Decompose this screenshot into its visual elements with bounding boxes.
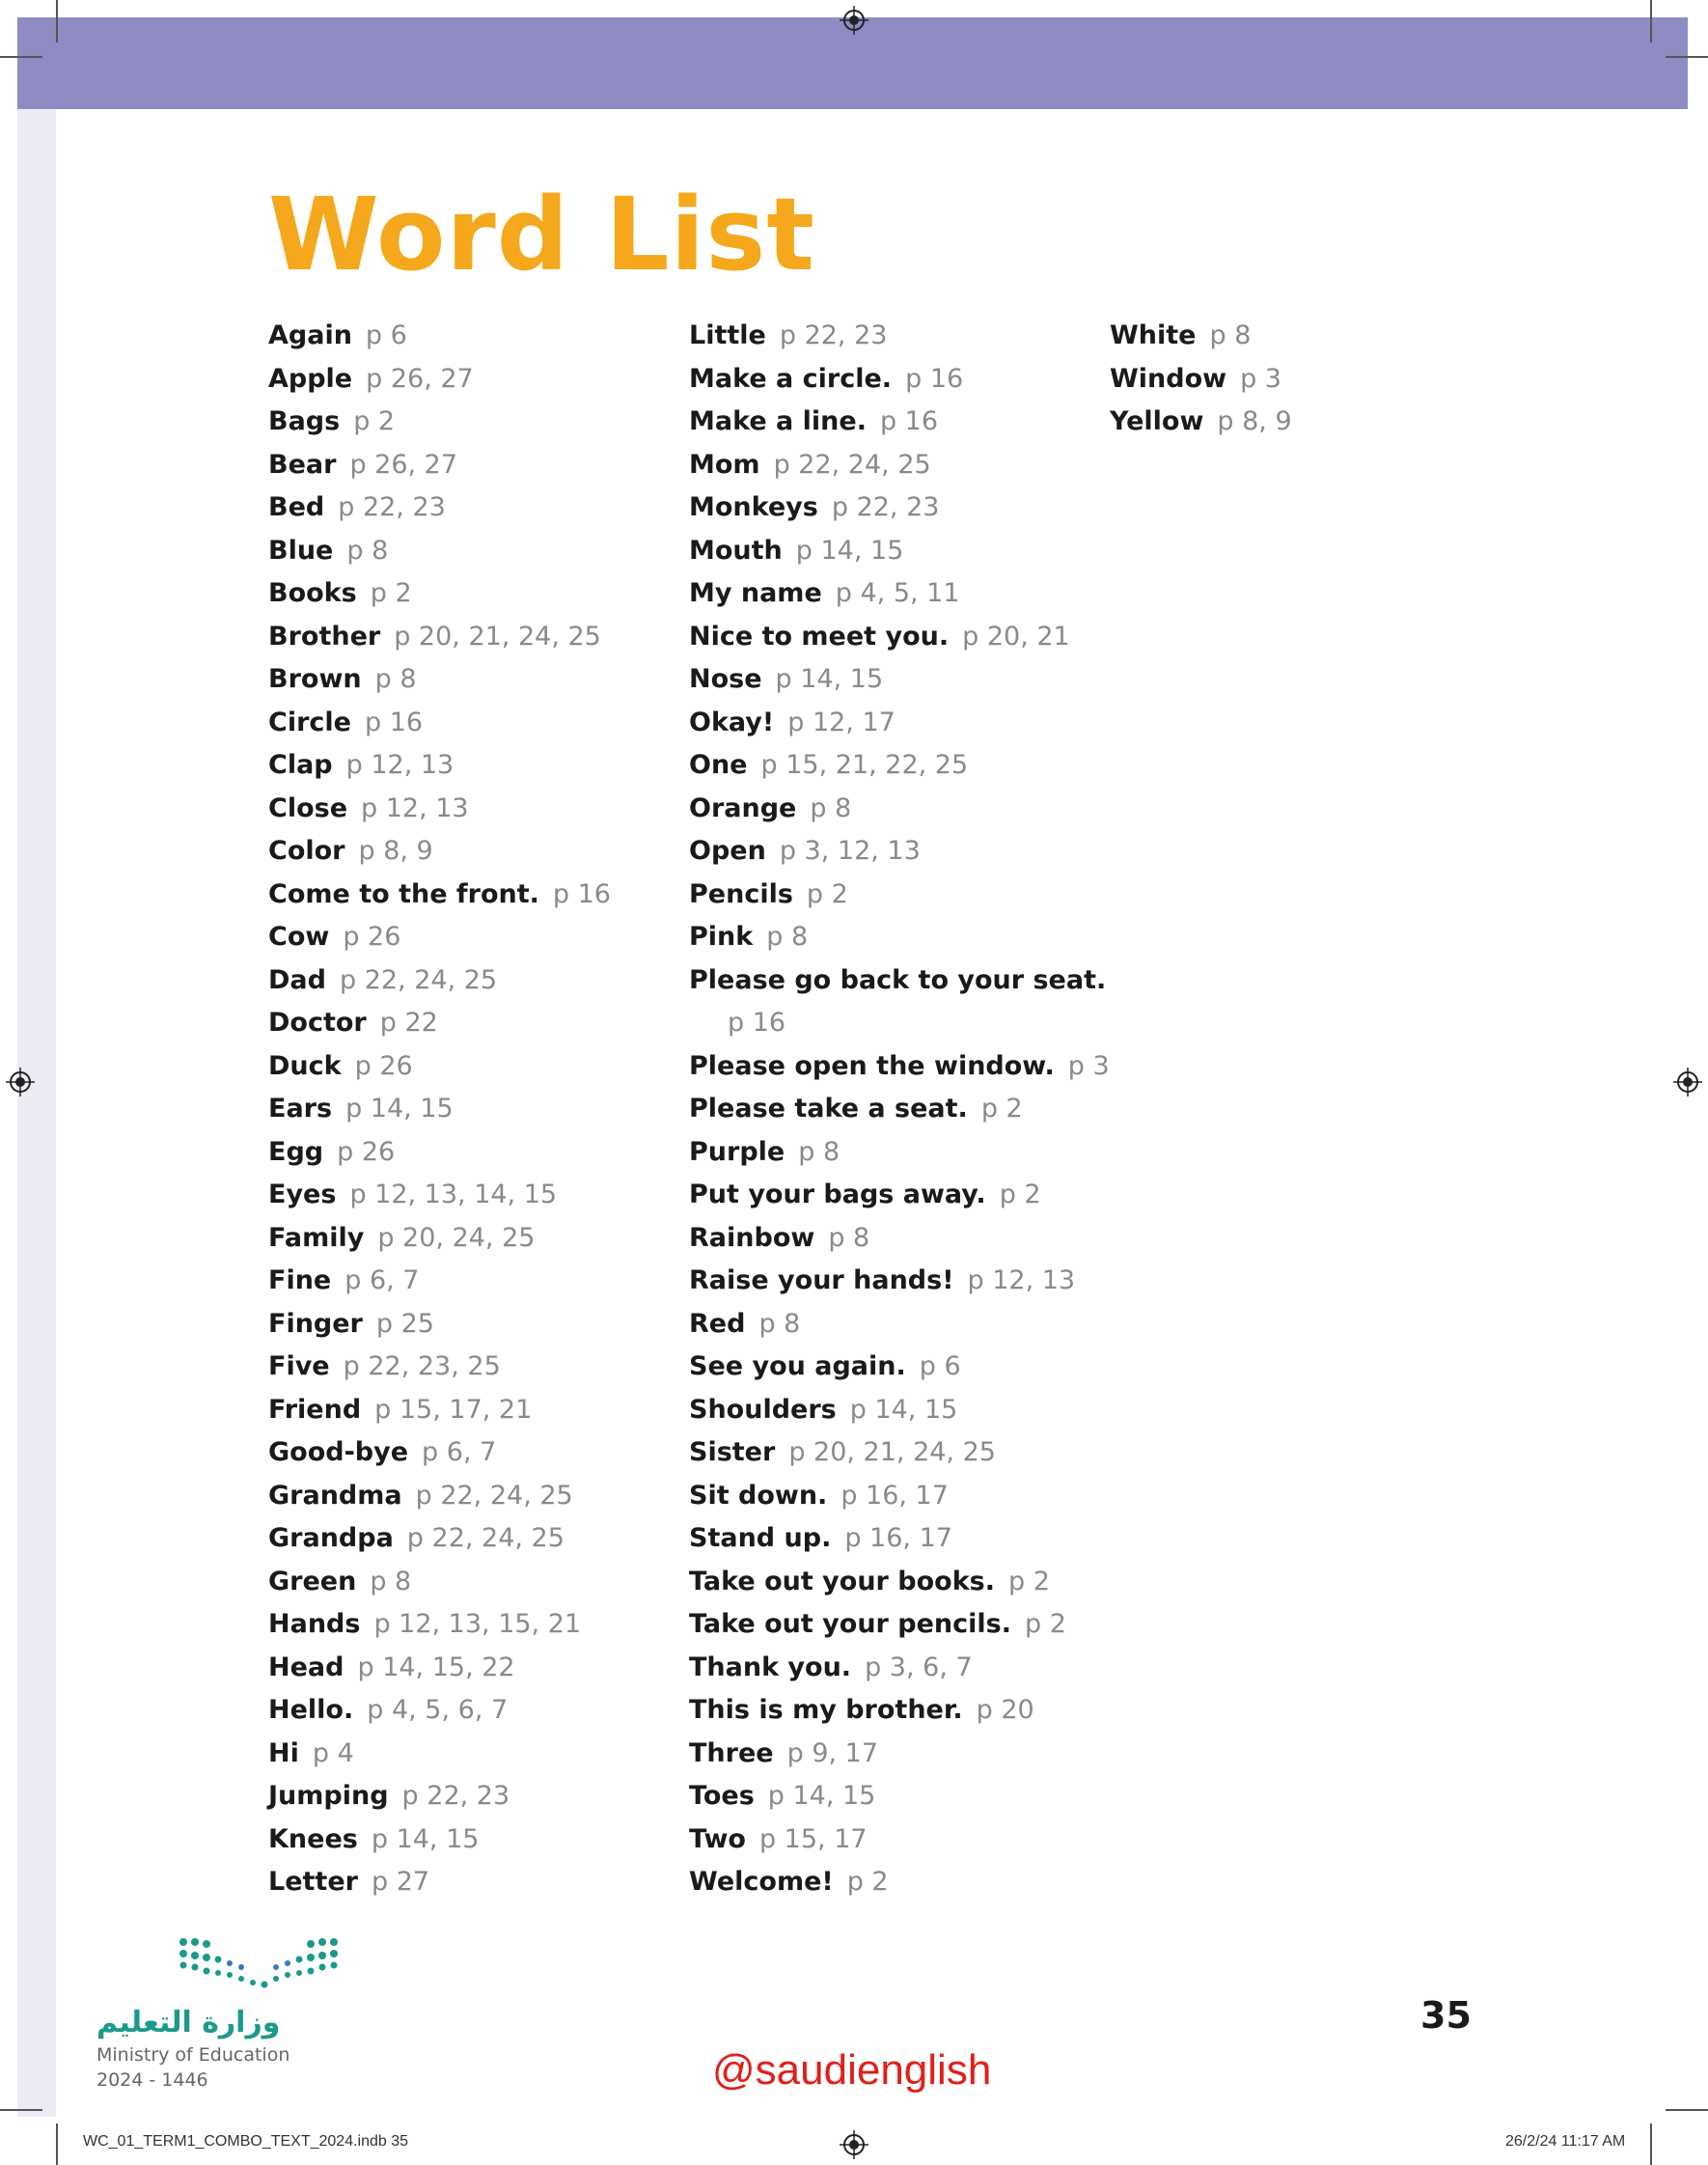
word-pages: p 12, 13 xyxy=(361,792,469,823)
word-pages: p 14, 15 xyxy=(371,1823,480,1854)
word-entry xyxy=(268,1565,611,1608)
word-entry xyxy=(268,319,611,362)
word-entry xyxy=(268,791,611,835)
word-pages: p 22, 24, 25 xyxy=(406,1523,565,1553)
word-pages: p 12, 13, 14, 15 xyxy=(349,1180,558,1209)
word-pages: p 27 xyxy=(371,1867,430,1897)
word-pages: p 2 xyxy=(999,1180,1041,1209)
social-handle: @saudienglish xyxy=(712,2046,992,2094)
word-term: Mom xyxy=(689,449,760,480)
ministry-name-english: Ministry of Education xyxy=(96,2044,290,2066)
word-pages: p 20, 21, 24, 25 xyxy=(394,621,601,652)
word-term: Grandpa xyxy=(268,1523,394,1553)
word-term: Bed xyxy=(268,492,325,522)
word-term: Purple xyxy=(689,1136,785,1167)
word-pages: p 3, 6, 7 xyxy=(865,1652,973,1682)
word-term: Okay! xyxy=(689,707,775,737)
word-pages: p 2 xyxy=(980,1094,1023,1124)
word-pages: p 6, 7 xyxy=(344,1265,420,1295)
word-entry xyxy=(689,1349,1110,1393)
word-entry xyxy=(689,1565,1110,1608)
word-entry xyxy=(689,1135,1110,1179)
word-pages: p 22, 24, 25 xyxy=(773,449,931,480)
word-pages: p 12, 13, 15, 21 xyxy=(373,1609,582,1639)
word-term: Please go back to your seat. xyxy=(689,964,1107,995)
word-entry xyxy=(268,963,611,1007)
word-entry xyxy=(268,748,611,791)
word-entry xyxy=(268,1178,611,1221)
word-term: Brother xyxy=(268,621,381,652)
word-entry xyxy=(689,576,1110,620)
word-pages: p 16 xyxy=(879,406,939,436)
word-term: Two xyxy=(689,1823,746,1854)
word-entry xyxy=(689,1779,1110,1822)
word-pages: p 2 xyxy=(846,1867,889,1897)
word-term: Take out your books. xyxy=(689,1566,995,1596)
word-entry xyxy=(689,620,1110,663)
word-pages: p 20, 21 xyxy=(962,621,1070,652)
word-pages: p 14, 15 xyxy=(849,1394,958,1425)
word-pages: p 14, 15 xyxy=(775,664,884,694)
word-pages: p 14, 15 xyxy=(795,535,904,566)
word-pages: p 26 xyxy=(337,1136,396,1167)
word-pages: p 8 xyxy=(758,1308,801,1339)
word-pages: p 4 xyxy=(312,1737,354,1768)
word-term: Red xyxy=(689,1308,746,1339)
word-term: Jumping xyxy=(268,1781,389,1811)
word-pages: p 12, 17 xyxy=(787,707,895,737)
word-term: Nice to meet you. xyxy=(689,621,950,652)
word-entry xyxy=(268,448,611,491)
word-entry xyxy=(689,748,1110,791)
word-term: Letter xyxy=(268,1867,358,1897)
word-pages: p 14, 15, 22 xyxy=(357,1652,515,1682)
word-entry xyxy=(689,1865,1110,1908)
word-term: Sister xyxy=(689,1437,776,1467)
ministry-logo xyxy=(96,1930,347,2095)
word-entry xyxy=(268,1693,611,1736)
word-term: Bags xyxy=(268,406,341,436)
word-entry xyxy=(268,1393,611,1436)
word-entry xyxy=(268,834,611,877)
word-pages: p 22, 23 xyxy=(831,492,940,522)
ministry-year: 2024 - 1446 xyxy=(96,2069,208,2091)
word-entry xyxy=(268,490,611,534)
word-term: Doctor xyxy=(268,1008,367,1038)
word-term: Eyes xyxy=(268,1180,337,1209)
print-timestamp: 26/2/24 11:17 AM xyxy=(1505,2133,1626,2150)
word-term: Green xyxy=(268,1566,357,1596)
word-entry xyxy=(268,576,611,620)
word-pages: p 26, 27 xyxy=(366,363,474,394)
word-pages: p 15, 17 xyxy=(758,1823,868,1854)
word-pages: p 26 xyxy=(354,1050,413,1081)
word-entry xyxy=(268,1221,611,1264)
word-entry xyxy=(268,1521,611,1565)
word-term: Finger xyxy=(268,1308,363,1339)
word-term: Cow xyxy=(268,922,330,952)
word-pages: p 6 xyxy=(365,320,407,350)
word-term: Knees xyxy=(268,1823,358,1854)
word-pages: p 4, 5, 11 xyxy=(835,578,960,608)
word-pages: p 8 xyxy=(810,792,852,823)
word-term: Dad xyxy=(268,964,326,995)
word-term: Hands xyxy=(268,1609,361,1639)
word-pages: p 2 xyxy=(1024,1609,1066,1639)
word-term: Brown xyxy=(268,664,362,694)
word-entry xyxy=(268,877,611,921)
word-pages: p 26 xyxy=(343,922,401,952)
word-term: Toes xyxy=(689,1781,755,1811)
word-term: Rainbow xyxy=(689,1222,815,1253)
word-pages: p 22, 23 xyxy=(338,492,446,522)
word-term: Three xyxy=(689,1737,774,1768)
word-term: Head xyxy=(268,1652,344,1682)
word-entry xyxy=(689,534,1110,577)
word-term: Put your bags away. xyxy=(689,1180,986,1209)
word-pages: p 15, 21, 22, 25 xyxy=(760,750,969,780)
word-entry xyxy=(268,1779,611,1822)
crop-mark xyxy=(1666,56,1708,58)
registration-mark-icon xyxy=(840,6,868,35)
word-pages: p 22 xyxy=(379,1008,438,1038)
word-pages: p 14, 15 xyxy=(767,1781,876,1811)
margin-strip xyxy=(17,109,56,2117)
word-pages: p 14, 15 xyxy=(345,1094,454,1124)
word-pages: p 16, 17 xyxy=(844,1523,952,1553)
word-entry xyxy=(268,362,611,405)
word-pages: p 16 xyxy=(728,1007,786,1038)
word-pages: p 9, 17 xyxy=(786,1737,879,1768)
word-term: This is my brother. xyxy=(689,1695,963,1725)
word-entry xyxy=(689,404,1110,448)
word-entry xyxy=(689,1221,1110,1264)
word-entry xyxy=(1110,404,1292,448)
word-pages: p 8 xyxy=(370,1566,412,1596)
word-pages: p 4, 5, 6, 7 xyxy=(367,1695,509,1725)
word-term: Make a line. xyxy=(689,406,867,436)
word-pages: p 26, 27 xyxy=(349,449,458,480)
word-entry xyxy=(689,362,1110,405)
word-entry xyxy=(268,1049,611,1093)
word-entry xyxy=(268,1092,611,1135)
word-pages: p 20, 24, 25 xyxy=(377,1222,536,1253)
word-entry xyxy=(268,404,611,448)
word-entry xyxy=(689,1393,1110,1436)
registration-mark-icon xyxy=(1673,1068,1702,1096)
word-column-1 xyxy=(268,319,611,1908)
word-entry xyxy=(689,791,1110,835)
word-pages: p 8 xyxy=(346,535,389,566)
word-term: Books xyxy=(268,578,357,608)
word-term: Monkeys xyxy=(689,492,818,522)
word-pages: p 8 xyxy=(798,1136,840,1167)
word-entry xyxy=(268,706,611,749)
word-pages: p 25 xyxy=(375,1308,434,1339)
word-column-2 xyxy=(689,319,1110,1908)
word-entry xyxy=(689,319,1110,362)
word-term: Family xyxy=(268,1222,365,1253)
word-entry xyxy=(268,1607,611,1651)
word-term: Pencils xyxy=(689,878,793,909)
word-term: Sit down. xyxy=(689,1480,828,1511)
word-entry xyxy=(268,1307,611,1350)
word-pages: p 22, 24, 25 xyxy=(339,964,498,995)
word-term: Come to the front. xyxy=(268,878,539,909)
word-pages: p 3 xyxy=(1067,1050,1110,1081)
word-entry xyxy=(689,963,1110,1049)
registration-mark-icon xyxy=(840,2130,868,2159)
word-entry xyxy=(268,1435,611,1479)
word-term: Blue xyxy=(268,535,334,566)
word-pages: p 20 xyxy=(976,1695,1034,1725)
word-pages: p 12, 13 xyxy=(967,1265,1076,1295)
word-entry xyxy=(689,1736,1110,1780)
word-pages: p 8 xyxy=(766,922,809,952)
word-entry xyxy=(689,1607,1110,1651)
word-entry xyxy=(268,1479,611,1522)
word-pages: p 2 xyxy=(806,878,848,909)
word-term: Little xyxy=(689,320,766,350)
word-entry xyxy=(689,448,1110,491)
word-pages: p 16 xyxy=(364,707,424,737)
word-pages: p 16 xyxy=(552,878,611,909)
word-pages: p 6, 7 xyxy=(422,1437,497,1467)
ministry-logo-dots-icon xyxy=(174,1930,347,1998)
word-term: Thank you. xyxy=(689,1652,852,1682)
word-entry xyxy=(268,620,611,663)
crop-mark xyxy=(1650,2123,1652,2165)
word-entry xyxy=(268,1263,611,1307)
page-title: Word List xyxy=(268,176,815,293)
word-term: Welcome! xyxy=(689,1867,834,1897)
word-entry xyxy=(689,1651,1110,1694)
word-term: Fine xyxy=(268,1265,332,1295)
word-entry xyxy=(268,1135,611,1179)
word-entry xyxy=(268,920,611,963)
word-term: Pink xyxy=(689,922,754,952)
word-term: Apple xyxy=(268,363,353,394)
word-term: Please open the window. xyxy=(689,1050,1055,1081)
word-entry xyxy=(689,1092,1110,1135)
word-entry xyxy=(689,1435,1110,1479)
word-entry xyxy=(268,1006,611,1049)
word-term: One xyxy=(689,750,748,780)
word-entry xyxy=(689,834,1110,877)
registration-mark-icon xyxy=(6,1068,35,1096)
word-pages: p 3, 12, 13 xyxy=(779,836,921,866)
word-entry xyxy=(268,1651,611,1694)
crop-mark xyxy=(1666,2109,1708,2111)
ministry-name-arabic: وزارة التعليم xyxy=(96,2006,281,2040)
word-pages: p 8, 9 xyxy=(1217,406,1292,436)
word-term: Open xyxy=(689,836,766,866)
word-entry xyxy=(689,490,1110,534)
word-entry xyxy=(689,1693,1110,1736)
word-term: Shoulders xyxy=(689,1394,837,1425)
word-term: Color xyxy=(268,836,345,866)
word-term: Close xyxy=(268,792,348,823)
word-term: Raise your hands! xyxy=(689,1265,954,1295)
word-pages: p 16 xyxy=(905,363,964,394)
word-entry xyxy=(689,662,1110,706)
word-entry xyxy=(689,1307,1110,1350)
word-pages: p 3 xyxy=(1240,363,1281,394)
word-term: Grandma xyxy=(268,1480,402,1511)
word-pages: p 8, 9 xyxy=(358,836,433,866)
word-entry xyxy=(689,1822,1110,1866)
word-entry xyxy=(268,1822,611,1866)
word-entry xyxy=(689,877,1110,921)
word-pages: p 2 xyxy=(353,406,396,436)
word-term: Circle xyxy=(268,707,351,737)
word-column-3 xyxy=(1110,319,1292,448)
word-pages: p 8 xyxy=(1209,320,1252,350)
word-entry xyxy=(1110,319,1292,362)
word-pages: p 6 xyxy=(919,1351,961,1381)
word-entry xyxy=(689,1049,1110,1093)
crop-mark xyxy=(56,2123,58,2165)
word-entry xyxy=(268,1736,611,1780)
word-pages: p 22, 23 xyxy=(779,320,888,350)
word-entry xyxy=(268,534,611,577)
word-term: See you again. xyxy=(689,1351,906,1381)
word-entry xyxy=(689,1178,1110,1221)
word-pages: p 22, 24, 25 xyxy=(415,1480,573,1511)
word-term: Ears xyxy=(268,1094,333,1124)
word-entry xyxy=(268,662,611,706)
word-entry xyxy=(689,920,1110,963)
word-term: Make a circle. xyxy=(689,363,893,394)
word-term: Clap xyxy=(268,750,333,780)
word-term: Yellow xyxy=(1110,406,1204,436)
crop-mark xyxy=(0,2109,42,2111)
word-entry xyxy=(268,1349,611,1393)
word-pages: p 15, 17, 21 xyxy=(374,1394,533,1425)
page-number: 35 xyxy=(1420,1994,1472,2037)
word-term: Egg xyxy=(268,1136,324,1167)
word-term: Five xyxy=(268,1351,330,1381)
crop-mark xyxy=(0,56,42,58)
word-pages: p 8 xyxy=(828,1222,870,1253)
word-term: Mouth xyxy=(689,535,783,566)
word-term: Hi xyxy=(268,1737,299,1768)
word-entry xyxy=(689,1479,1110,1522)
word-pages: p 16, 17 xyxy=(840,1480,949,1511)
word-entry xyxy=(689,1521,1110,1565)
word-term: Bear xyxy=(268,449,337,480)
word-term: Friend xyxy=(268,1394,362,1425)
word-term: Take out your pencils. xyxy=(689,1609,1011,1639)
word-entry xyxy=(689,1263,1110,1307)
word-pages: p 2 xyxy=(1007,1566,1050,1596)
word-entry xyxy=(268,1865,611,1908)
word-pages: p 22, 23, 25 xyxy=(343,1351,501,1381)
word-term: Hello. xyxy=(268,1695,354,1725)
word-term: Orange xyxy=(689,792,797,823)
word-term: Duck xyxy=(268,1050,342,1081)
word-pages: p 20, 21, 24, 25 xyxy=(788,1437,996,1467)
crop-mark xyxy=(56,0,58,42)
crop-mark xyxy=(1650,0,1652,42)
word-term: Window xyxy=(1110,363,1227,394)
word-term: Please take a seat. xyxy=(689,1094,968,1124)
word-pages: p 22, 23 xyxy=(401,1781,510,1811)
word-term: Nose xyxy=(689,664,762,694)
print-file-info: WC_01_TERM1_COMBO_TEXT_2024.indb 35 xyxy=(83,2133,409,2150)
word-pages: p 12, 13 xyxy=(345,750,455,780)
word-entry xyxy=(689,706,1110,749)
word-pages: p 2 xyxy=(370,578,412,608)
word-entry xyxy=(1110,362,1292,405)
word-term: Again xyxy=(268,320,352,350)
word-term: Good-bye xyxy=(268,1437,409,1467)
word-pages: p 8 xyxy=(374,664,417,694)
word-term: Stand up. xyxy=(689,1523,832,1553)
word-term: White xyxy=(1110,320,1197,350)
word-term: My name xyxy=(689,578,822,608)
